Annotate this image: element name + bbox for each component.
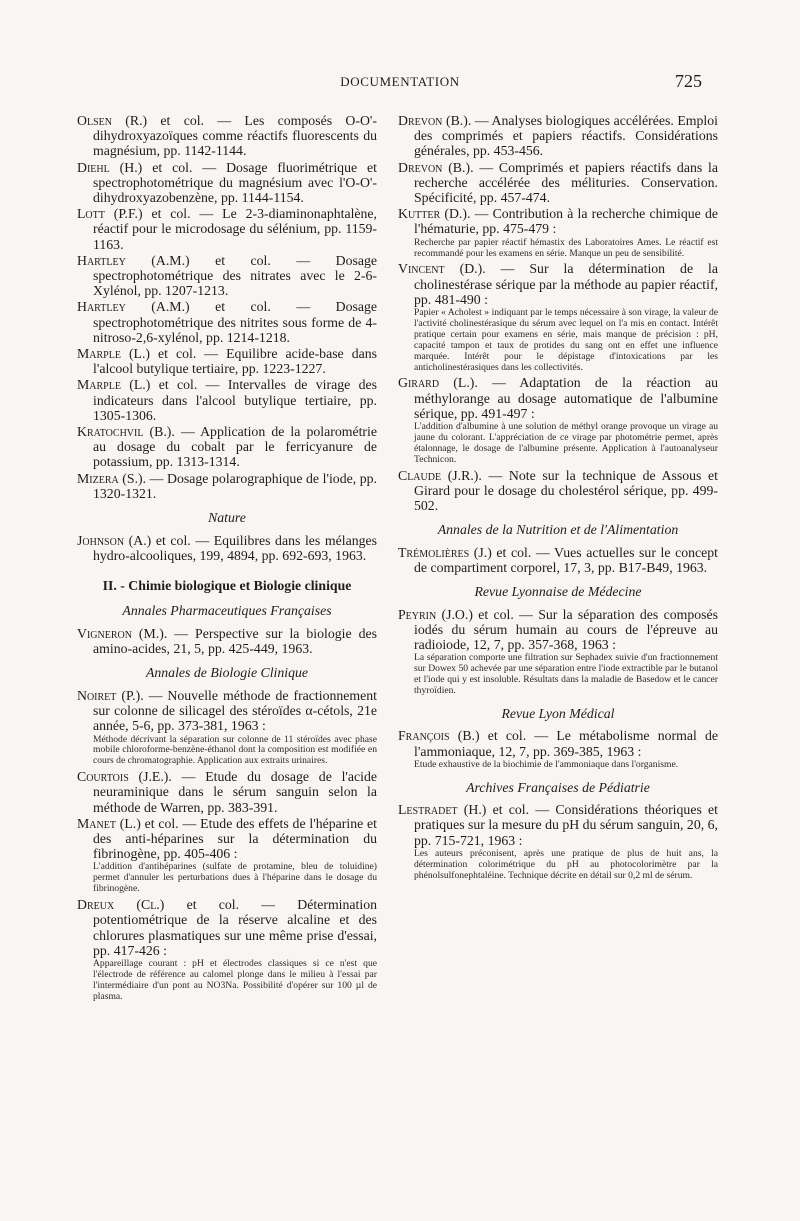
bibliography-entry [398, 206, 718, 236]
entry-abstract: Recherche par papier réactif hémastix des Laboratoires Ames. Le réactif est recommandé pour les examens en série. Manque un peu de sensibilité. [414, 236, 718, 259]
entry-author: Peyrin (J.O.) [398, 606, 473, 622]
bibliography-entry [77, 688, 377, 734]
entry-text: . — Dosage polarographique de l'iode, pp. 1320-1321. [93, 470, 378, 501]
bibliography-entry [398, 261, 718, 307]
bibliography-entry [77, 533, 377, 563]
entry-abstract: Etude exhaustive de la biochimie de l'ammoniaque dans l'organisme. [414, 758, 679, 770]
entry-author: Kutter (D.) [398, 206, 467, 222]
entry-text: . — Application de la polarométrie au dosage du cobalt par le ferricyanure de potassium, pp. 1313-1314. [93, 424, 377, 470]
entry-author: Courtois (J.E.) [77, 769, 169, 785]
entry-text: et col. — Détermination potentiométrique de la réserve alcaline et des chlorures plasmatiques sur une même prise d'essai, pp. 417-426 : [93, 897, 377, 958]
entry-author: Hartley (A.M.) [77, 252, 190, 268]
running-title: DOCUMENTATION [340, 74, 460, 89]
entry-author: Dreux (Cl.) [77, 897, 165, 913]
entry-author: Marple (L.) [77, 377, 151, 393]
entry-text: et col. — Etude des effets de l'héparine et des anti-héparines sur la détermination du fibrinogène, pp. 405-406 : [93, 815, 377, 862]
bibliography-entry [77, 113, 377, 159]
entry-author: François (B.) [398, 728, 480, 744]
journal-heading: Nature [208, 510, 246, 526]
entry-author: Johnson (A.) [77, 532, 152, 548]
entry-author: Vincent (D.) [398, 261, 483, 277]
entry-abstract: Méthode décrivant la séparation sur colonne de 11 stéroïdes avec phase mobile chloroforme-benzène-éthanol dont la composition est modifiée en cours de chromatographie. Application aux extraits urinaires. [93, 733, 377, 767]
entry-author: Marple (L.) [77, 346, 151, 362]
entry-text: et col. — Dosage spectrophotométrique des nitrites sous forme de 4-nitroso-2,6-xylénol, pp. 1214-1218. [93, 299, 377, 345]
entry-author: Girard (L.) [398, 375, 475, 391]
journal-heading: Archives Françaises de Pédiatrie [466, 779, 650, 795]
bibliography-entry [77, 471, 377, 501]
bibliography-entry [398, 607, 718, 653]
bibliography-entry [77, 299, 377, 345]
bibliography-entry [398, 375, 718, 421]
bibliography-entry [398, 468, 718, 514]
entry-text: . — Sur la détermination de la cholinestérase sérique par la méthode au papier réactif, pp. 481-490 : [414, 261, 718, 307]
journal-heading: Revue Lyonnaise de Médecine [474, 584, 642, 600]
right-column [398, 113, 718, 884]
entry-abstract: Appareillage courant : pH et électrodes classiques si ce n'est que l'électrode de référence au calomel plonge dans le milieu à l'essai par l'intermédiaire d'un pont au NO3Na. Possibilité d'opérer sur 100 µl de plasma. [93, 957, 377, 1002]
entry-text: et col. — Considérations théoriques et pratiques sur la mesure du pH du sérum sanguin, 20, 6, pp. 715-721, 1963 : [414, 802, 718, 848]
bibliography-entry [77, 377, 377, 423]
journal-heading: Annales de la Nutrition et de l'Alimentation [437, 522, 679, 538]
entry-abstract: L'addition d'albumine à une solution de méthyl orange provoque un virage au jaune du colorant. L'appréciation de ce virage par photométrie permet, après étalonnage, le dosage de l'albumine présente. Application à l'autoanalyseur Technicon. [414, 421, 718, 465]
entry-author: Mizera (S.) [77, 470, 143, 486]
entry-text: . — Perspective sur la biologie des amino-acides, 21, 5, pp. 425-449, 1963. [93, 625, 377, 657]
journal-heading: Annales de Biologie Clinique [145, 665, 309, 681]
bibliography-entry [398, 545, 718, 575]
bibliography-entry [77, 253, 377, 299]
entry-text: . — Analyses biologiques accélérées. Emploi des comprimés et papiers réactifs. Considérations générales, pp. 453-456. [414, 113, 718, 159]
entry-author: Vigneron (M.) [77, 625, 164, 641]
bibliography-entry [77, 160, 377, 206]
entry-text: . — Note sur la technique de Assous et Girard pour le dosage du cholestérol sérique, pp. 499-502. [414, 467, 718, 514]
bibliography-entry [77, 626, 377, 656]
entry-abstract: Les auteurs préconisent, après une pratique de plus de huit ans, la détermination colorimétrique du pH au photocolorimètre par la phénolsulfonephtaléine. Technique décrite en détail sur 0,2 ml de sérum. [414, 847, 718, 881]
entry-text: . — Etude du dosage de l'acide neuraminique dans le sérum sanguin selon la méthode de Warren, pp. 383-391. [93, 769, 377, 815]
page-number: 725 [675, 71, 702, 91]
entry-author: Drevon (B.) [398, 159, 471, 175]
entry-text: . — Nouvelle méthode de fractionnement sur colonne de silicagel des stéroïdes α-cétols, 21e année, 5-6, pp. 373-381, 1963 : [93, 687, 377, 734]
entry-abstract: La séparation comporte une filtration sur Sephadex suivie d'un fractionnement sur Dowex 50 achevée par une séparation entre l'iode extractible par le butanol et l'iode qui y est insoluble. Résultats dans la maladie de Basedow et le cancer thyroïdien. [414, 652, 718, 697]
bibliography-entry [77, 206, 377, 252]
running-head [0, 71, 800, 94]
bibliography-entry [77, 346, 377, 376]
entry-author: Trémolières (J.) [398, 544, 492, 560]
entry-text: et col. — Dosage fluorimétrique et spectrophotométrique du magnésium avec l'O-O'-dihydroxyazobenzène, pp. 1144-1154. [93, 159, 377, 206]
journal-heading: Revue Lyon Médical [501, 705, 615, 721]
bibliography-entry [398, 113, 718, 159]
entry-author: Olsen (R.) [77, 113, 148, 128]
bibliography-entry [77, 897, 377, 958]
journal-heading: Annales Pharmaceutiques Françaises [122, 603, 332, 619]
entry-text: . — Contribution à la recherche chimique de l'hématurie, pp. 475-479 : [414, 206, 719, 237]
entry-text: . — Comprimés et papiers réactifs dans la recherche accélérée des mélituries. Conservation. Spécificité, pp. 457-474. [414, 159, 718, 206]
entry-text: et col. — Les composés O-O'-dihydroxyazoïques comme réactifs fluorescents du magnésium, pp. 1142-1144. [93, 113, 377, 159]
entry-author: Claude (J.R.) [398, 467, 479, 483]
entry-abstract: L'addition d'antihéparines (sulfate de protamine, bleu de toluidine) permet d'annuler les perturbations dues à l'héparine dans le dosage du fibrinogène. [93, 861, 377, 895]
entry-author: Drevon (B.) [398, 113, 468, 128]
entry-author: Manet (L.) [77, 815, 141, 831]
entry-text: et col. — Dosage spectrophotométrique des nitrates avec le 2-6-Xylénol, pp. 1207-1213. [93, 252, 377, 299]
bibliography-entry [398, 728, 718, 758]
section-heading: II. - Chimie biologique et Biologie clinique [102, 577, 352, 593]
entry-text: et col. — Equilibres dans les mélanges hydro-alcooliques, 199, 4894, pp. 692-693, 1963. [93, 532, 377, 563]
bibliography-entry [77, 424, 377, 470]
entry-author: Kratochvil (B.) [77, 424, 172, 440]
entry-author: Lestradet (H.) [398, 802, 487, 818]
entry-text: et col. — Le métabolisme normal de l'ammoniaque, 12, 7, pp. 369-385, 1963 : [414, 728, 718, 759]
entry-text: et col. — Intervalles de virage des indicateurs dans l'alcool butylique tertiaire, pp. 1305-1306. [93, 377, 377, 423]
entry-author: Lott (P.F.) [77, 206, 143, 222]
entry-author: Noiret (P.) [77, 687, 141, 703]
bibliography-entry [398, 802, 718, 848]
entry-text: et col. — Equilibre acide-base dans l'alcool butylique tertiaire, pp. 1223-1227. [93, 346, 377, 377]
bibliography-entry [398, 160, 718, 206]
bibliography-entry [77, 769, 377, 815]
entry-author: Diehl (H.) [77, 159, 143, 175]
entry-abstract: Papier « Acholest » indiquant par le temps nécessaire à son virage, la valeur de l'activité cholinestérasique du sérum avec lequel on l'a mis en contact. Intérêt pratique certain pour examens en série, mais manque de précision : pH, capacité tampon et taux de protides du sang ont en effet une influence marquée. Intérêt pour le dépistage d'intoxications par les anticholinestérasiques dans les collectivités. [414, 307, 718, 373]
entry-text: et col. — Sur la séparation des composés iodés du sérum humain au cours de l'épreuve au radioiode, 12, 7, pp. 357-368, 1963 : [414, 606, 718, 653]
entry-text: . — Adaptation de la réaction au méthylorange au dosage automatique de l'albumine sérique, pp. 491-497 : [414, 375, 719, 421]
entry-text: et col. — Vues actuelles sur le concept de compartiment corporel, 17, 3, pp. B17-B49, 1963. [414, 544, 718, 576]
entry-author: Hartley (A.M.) [77, 299, 190, 315]
bibliography-entry [77, 816, 377, 862]
left-column [77, 113, 377, 1005]
entry-text: et col. — Le 2-3-diaminonaphtalène, réactif pour le microdosage du sélénium, pp. 1159-1163. [93, 206, 378, 252]
